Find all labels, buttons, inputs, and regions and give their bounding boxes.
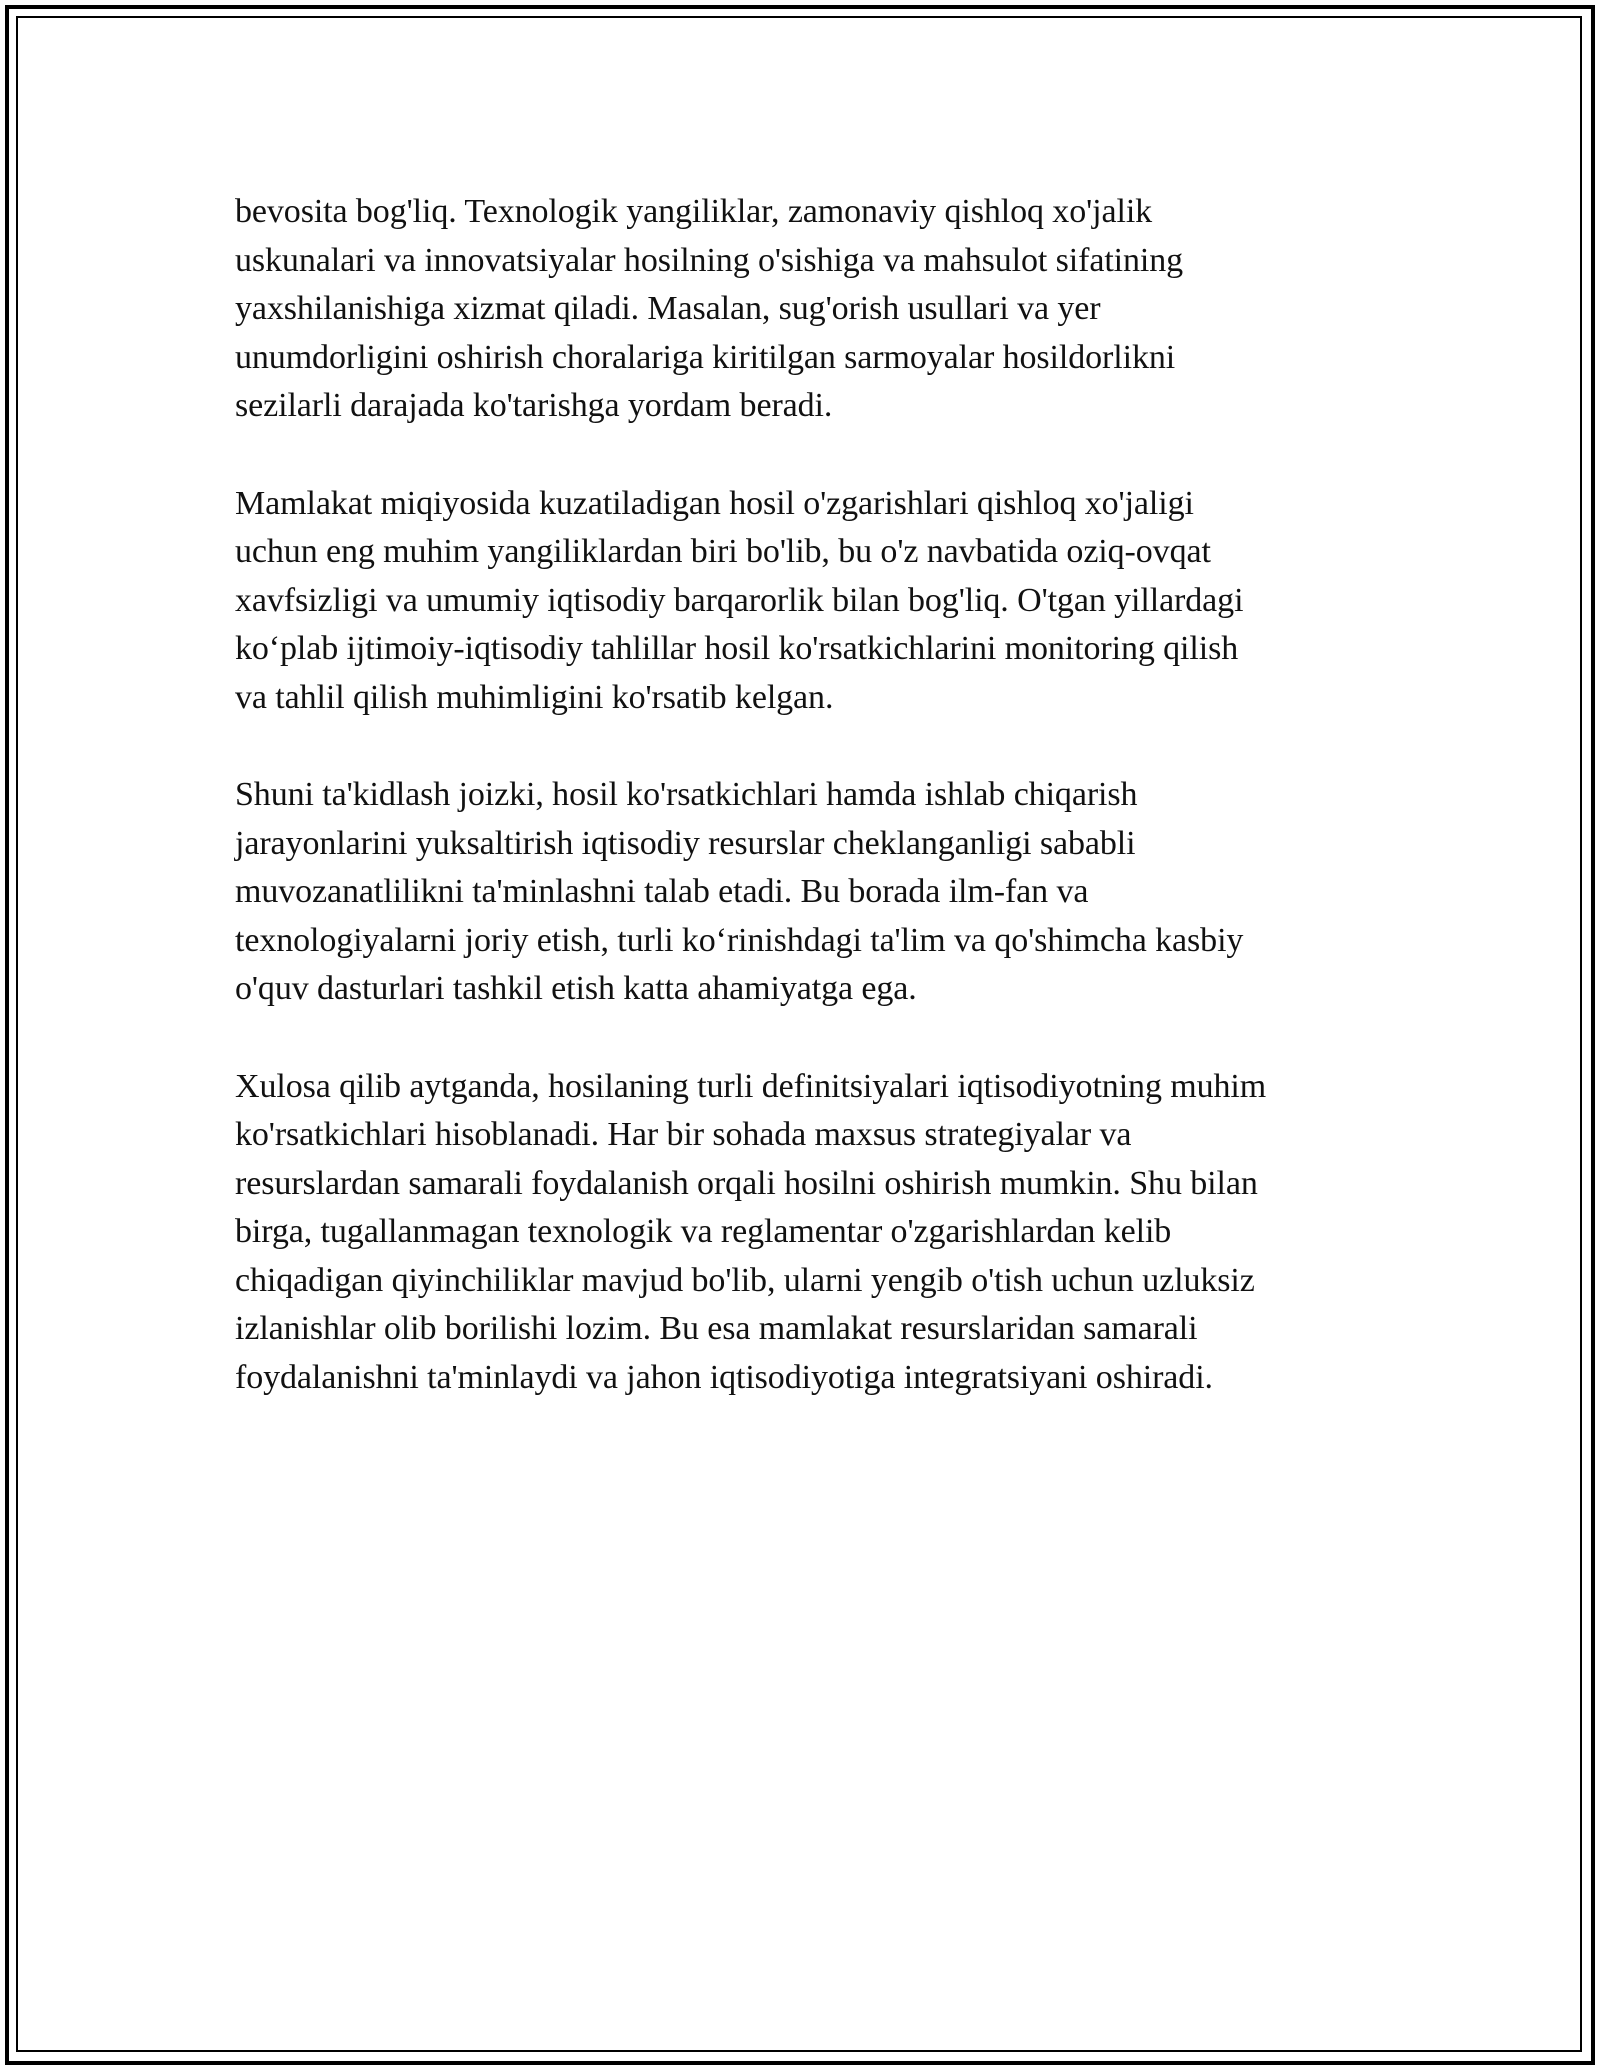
paragraph-4: Xulosa qilib aytganda, hosilaning turli definitsiyalari iqtisodiyotning muhim ko'rsatkichlari hisoblanadi. Har bir sohada maxsus strategiyalar va resurslardan samarali foydalanish orqali hosilni oshirish mumkin. Shu bilan birga, tugallanmagan texnologik va reglamentar o'zgarishlardan kelib chiqadigan qiyinchiliklar mavjud bo'lib, ularni yengib o'tish uchun uzluksiz izlanishlar olib borilishi lozim. Bu esa mamlakat resurslaridan samarali foydalanishni ta'minlaydi va jahon iqtisodiyotiga integratsiyani oshiradi. [235, 1067, 1267, 1396]
paragraph-3: Shuni ta'kidlash joizki, hosil ko'rsatkichlari hamda ishlab chiqarish jarayonlarini yuksaltirish iqtisodiy resurslar cheklanganligi sababli muvozanatlilikni ta'minlashni talab etadi. Bu borada ilm-fan va texnologiyalarni joriy etish, turli ko‘rinishdagi ta'lim va qo'shimcha kasbiy o'quv dasturlari tashkil etish katta ahamiyatga ega. [235, 776, 1244, 1007]
paragraph-1: bevosita bog'liq. Texnologik yangiliklar, zamonaviy qishloq xo'jalik uskunalari va innovatsiyalar hosilning o'sishiga va mahsulot sifatining yaxshilanishiga xizmat qiladi. Masalan, sug'orish usullari va yer unumdorligini oshirish choralariga kiritilgan sarmoyalar hosildorlikni sezilarli darajada ko'tarishga yordam beradi. [235, 193, 1184, 424]
document-body [235, 188, 1395, 1451]
paragraph-2: Mamlakat miqiyosida kuzatiladigan hosil o'zgarishlari qishloq xo'jaligi uchun eng muhim yangiliklardan biri bo'lib, bu o'z navbatida oziq-ovqat xavfsizligi va umumiy iqtisodiy barqarorlik bilan bog'liq. O'tgan yillardagi ko‘plab ijtimoiy-iqtisodiy tahlillar hosil ko'rsatkichlarini monitoring qilish va tahlil qilish muhimligini ko'rsatib kelgan. [235, 484, 1244, 716]
